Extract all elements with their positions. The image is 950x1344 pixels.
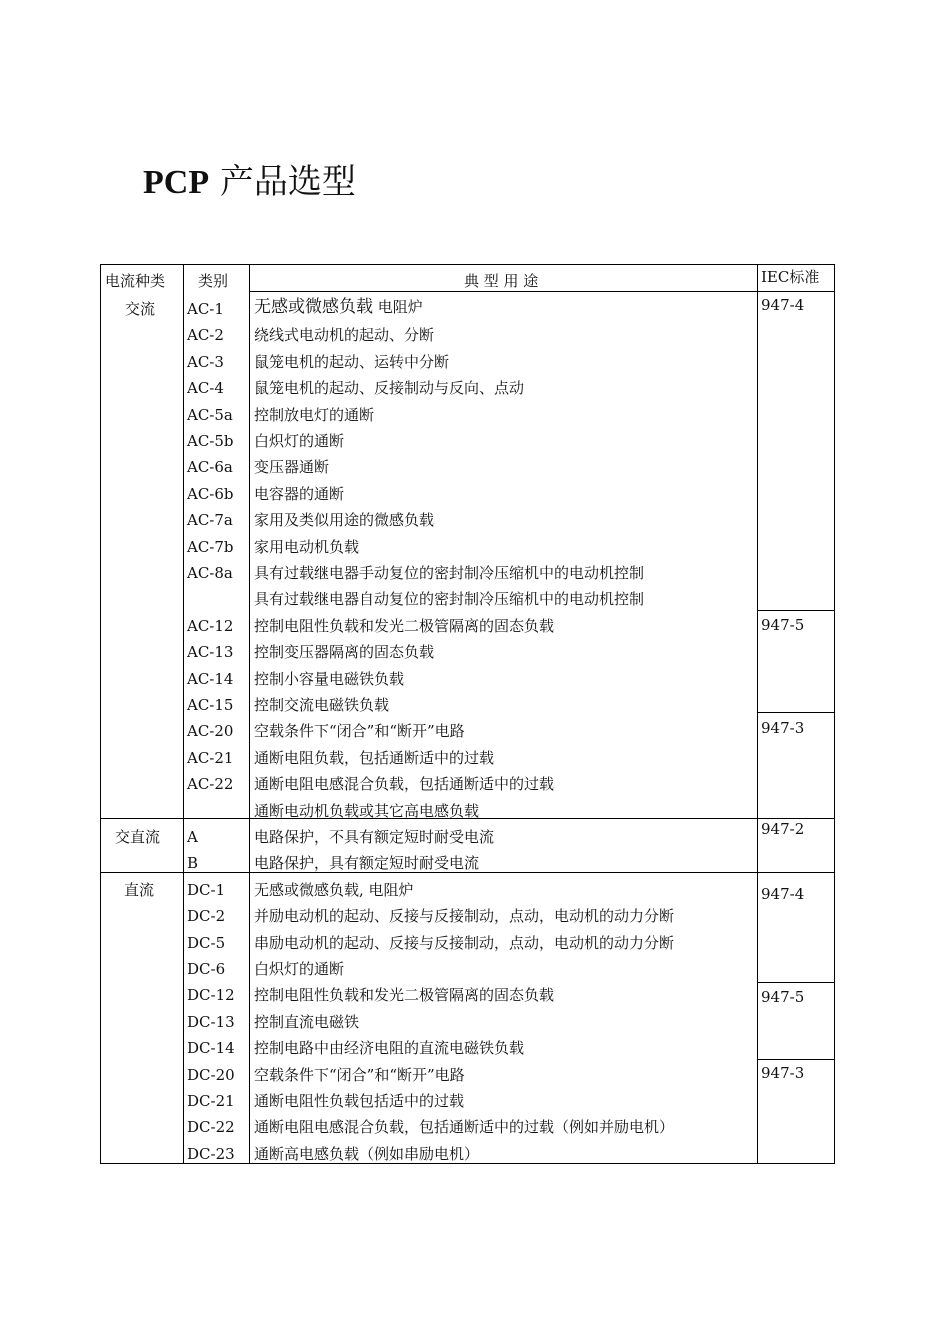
table-border-left	[100, 264, 101, 1164]
row-use: 空载条件下“闭合”和“断开”电路	[254, 1065, 465, 1084]
row-use-suffix: 电阻炉	[373, 298, 423, 316]
row-use: 电路保护，具有额定短时耐受电流	[254, 854, 480, 873]
header-current-type: 电流种类	[105, 272, 166, 290]
row-category: DC-6	[187, 960, 226, 978]
iec-label: 947-2	[761, 820, 805, 838]
header-divider	[249, 291, 835, 292]
iec-divider-1	[757, 610, 835, 611]
row-use: 具有过载继电器自动复位的密封制冷压缩机中的电动机控制	[254, 590, 645, 609]
row-category: AC-5a	[187, 405, 233, 424]
iec-divider-2	[757, 712, 835, 713]
group-label-ac: 交流	[125, 300, 156, 318]
category-table	[100, 264, 835, 1164]
row-use: 控制电阻性负载和发光二极管隔离的固态负载	[254, 616, 555, 635]
row-use: 并励电动机的起动、反接与反接制动，点动，电动机的动力分断	[254, 907, 675, 926]
header-typical-use: 典 型 用 途	[464, 272, 539, 290]
row-category: DC-12	[187, 986, 235, 1005]
iec-label: 947-3	[761, 719, 805, 737]
row-category: AC-14	[187, 669, 234, 688]
row-use: 电容器的通断	[254, 484, 345, 503]
row-use: 具有过载继电器手动复位的密封制冷压缩机中的电动机控制	[254, 564, 645, 582]
header-category: 类别	[198, 272, 229, 290]
row-use: 控制电路中由经济电阻的直流电磁铁负载	[254, 1039, 525, 1058]
row-category: AC-13	[187, 643, 234, 662]
table-border-bottom	[100, 1163, 835, 1164]
row-use: 控制交流电磁铁负载	[254, 696, 390, 714]
row-use: 白炽灯的通断	[254, 432, 345, 450]
row-use: 白炽灯的通断	[254, 960, 345, 978]
row-category: AC-21	[187, 748, 234, 767]
iec-divider-4	[757, 1059, 835, 1060]
row-category: DC-21	[187, 1092, 235, 1110]
row-category: AC-6b	[187, 484, 234, 503]
row-use: 通断电阻负载，包括通断适中的过载	[254, 748, 495, 767]
row-category: DC-1	[187, 880, 226, 899]
row-use: 绕线式电动机的起动、分断	[254, 326, 435, 345]
row-use: 通断电动机负载或其它高电感负载	[254, 801, 480, 820]
col-divider-3	[757, 264, 758, 1164]
row-use: 鼠笼电机的起动、运转中分断	[254, 352, 450, 371]
iec-label: 947-3	[761, 1064, 805, 1082]
iec-divider-3	[757, 982, 835, 983]
page-title	[143, 160, 356, 205]
row-category: AC-1	[187, 300, 224, 318]
row-use: 家用电动机负载	[254, 537, 360, 556]
row-use: 空载条件下“闭合”和“断开”电路	[254, 722, 465, 741]
row-category: AC-7a	[187, 511, 233, 530]
row-use: 家用及类似用途的微感负载	[254, 511, 435, 530]
row-use: 通断电阻性负载包括适中的过载	[254, 1092, 465, 1110]
row-category: AC-8a	[187, 564, 233, 582]
group-label-acdc: 交直流	[115, 828, 161, 846]
iec-label: 947-5	[761, 616, 805, 634]
row-category: DC-13	[187, 1012, 235, 1031]
row-category: DC-14	[187, 1039, 235, 1058]
row-use: 串励电动机的起动、反接与反接制动，点动，电动机的动力分断	[254, 933, 675, 952]
iec-label: 947-4	[761, 296, 805, 314]
row-use: 控制直流电磁铁	[254, 1012, 360, 1031]
row-category: AC-15	[187, 696, 234, 714]
row-use: 鼠笼电机的起动、反接制动与反向、点动	[254, 379, 525, 398]
row-category: AC-20	[187, 722, 234, 741]
row-use: 控制变压器隔离的固态负载	[254, 643, 435, 662]
row-category: DC-20	[187, 1065, 235, 1084]
row-category: AC-7b	[187, 537, 234, 556]
col-divider-2	[249, 264, 250, 1164]
title-cjk: 产品选型	[219, 162, 356, 202]
row-use: 通断电阻电感混合负载，包括通断适中的过载（例如并励电机）	[254, 1118, 675, 1137]
row-use: 电路保护，不具有额定短时耐受电流	[254, 828, 495, 846]
col-divider-1	[183, 264, 184, 1164]
row-category: DC-23	[187, 1144, 235, 1163]
iec-label: 947-4	[761, 885, 805, 903]
row-category: AC-3	[187, 352, 224, 371]
row-use: 控制放电灯的通断	[254, 405, 375, 424]
row-use	[254, 298, 423, 316]
row-category: AC-4	[187, 379, 224, 398]
row-category: A	[187, 828, 198, 846]
row-category: AC-6a	[187, 458, 233, 477]
title-latin: PCP	[143, 164, 210, 201]
row-category: DC-5	[187, 933, 226, 952]
table-border-top	[100, 264, 835, 265]
table-border-right	[834, 264, 835, 1164]
group-label-dc: 直流	[124, 881, 155, 899]
row-use-main: 无感或微感负载	[254, 297, 373, 317]
iec-label: 947-5	[761, 988, 805, 1006]
row-category: B	[187, 854, 199, 873]
row-category: DC-2	[187, 907, 226, 926]
row-use: 无感或微感负载, 电阻炉	[254, 880, 414, 899]
header-iec: IEC标准	[761, 268, 820, 286]
row-category: AC-2	[187, 326, 224, 345]
row-category: AC-12	[187, 616, 234, 635]
row-category: AC-22	[187, 775, 234, 794]
row-use: 通断电阻电感混合负载，包括通断适中的过载	[254, 775, 555, 794]
row-use: 控制电阻性负载和发光二极管隔离的固态负载	[254, 986, 555, 1005]
row-use: 变压器通断	[254, 458, 330, 477]
row-use: 通断高电感负载（例如串励电机）	[254, 1144, 480, 1163]
row-category: DC-22	[187, 1118, 235, 1137]
row-category: AC-5b	[187, 432, 234, 450]
row-use: 控制小容量电磁铁负载	[254, 669, 405, 688]
